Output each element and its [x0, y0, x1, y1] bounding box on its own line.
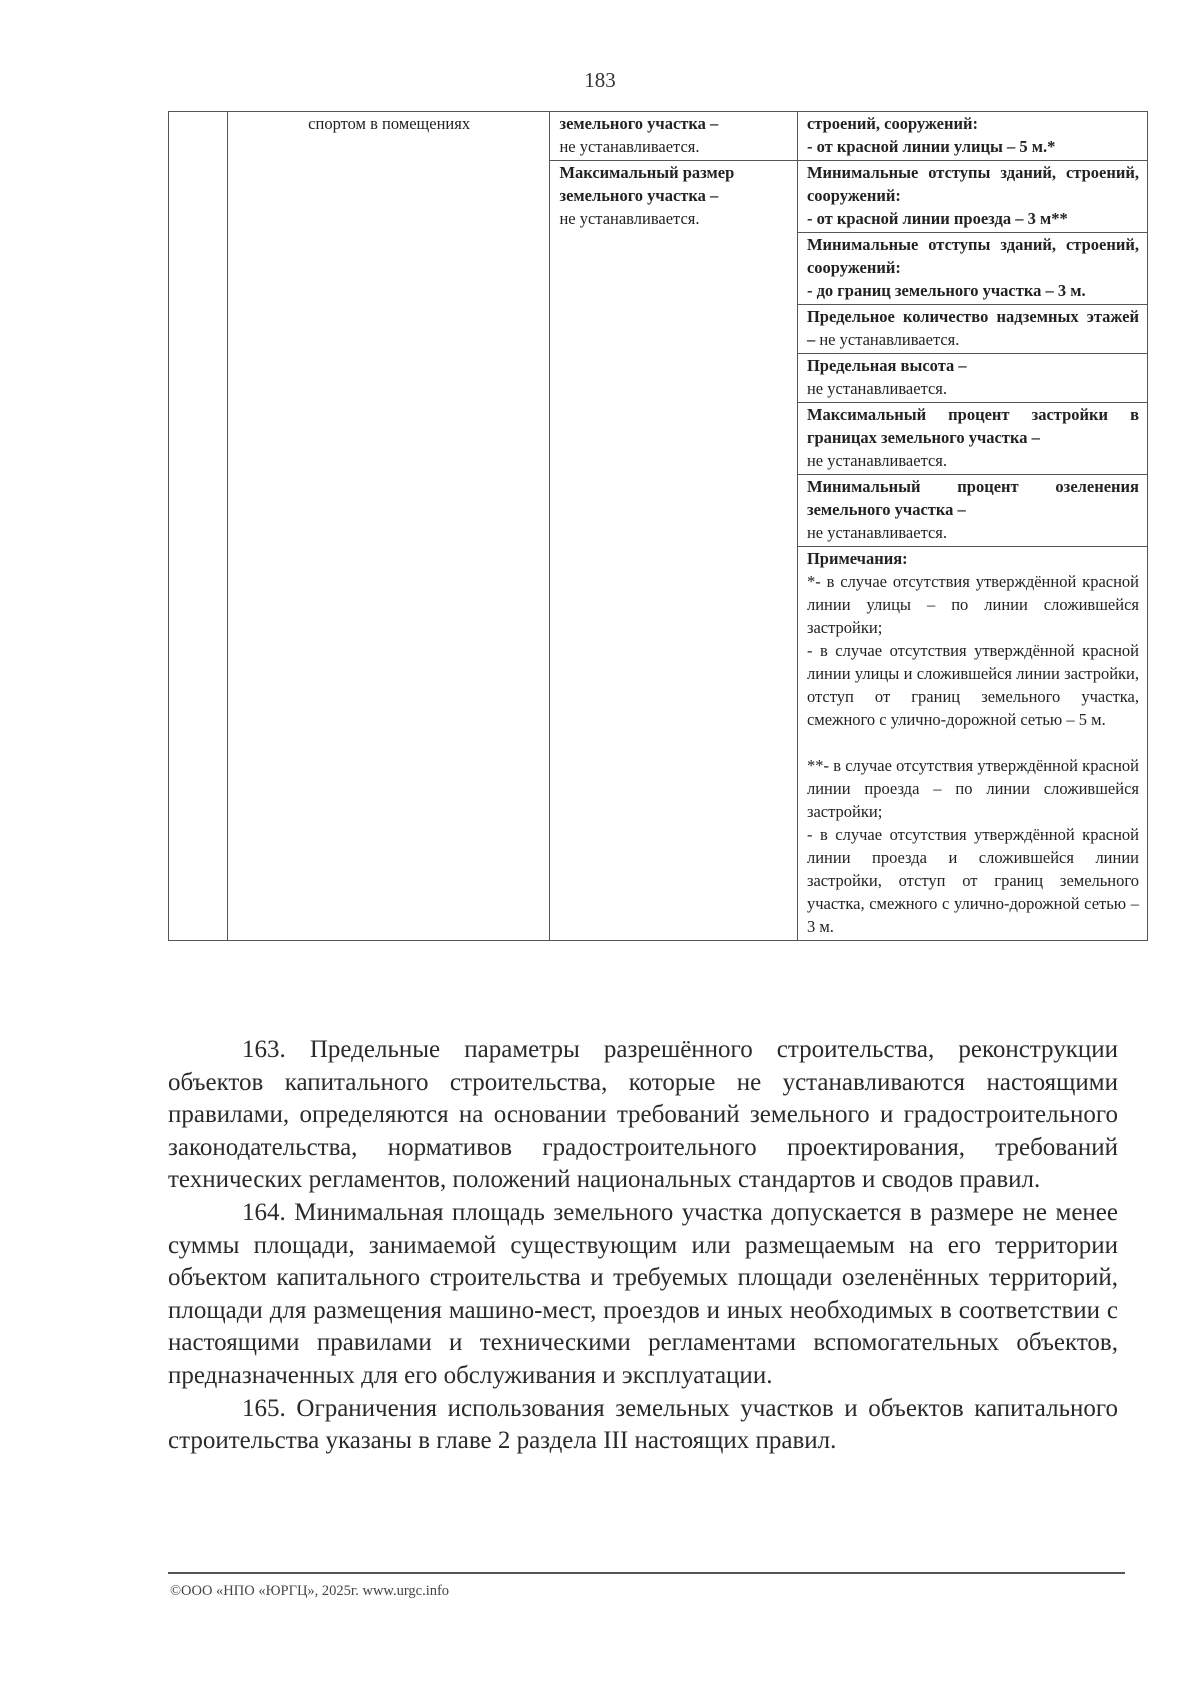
table-cell-plot-size [550, 112, 798, 161]
height-value: не устанавливается. [806, 379, 948, 398]
setback-label: Минимальные отступы зданий, строений, сооружений: [806, 163, 1139, 205]
max-plot-size-label: Максимальный размер земельного участка – [559, 163, 735, 205]
coverage-value: не устанавливается. [806, 451, 948, 470]
table-cell-use-type [227, 112, 550, 941]
paragraph-164: 164. Минимальная площадь земельного участка допускается в размере не менее суммы площади, занимаемой существующим или размещаемым на его территории объектом капитального строительства и требуемых площади озеленённых территорий, площади для размещения машино-мест, проездов и иных необходимых в соответствии с настоящими правилами и техническими регламентами вспомогательных объектов, предназначенных для его обслуживания и эксплуатации. [168, 1198, 1118, 1389]
notes-spacer [807, 731, 1139, 754]
table-cell-notes [797, 547, 1147, 941]
height-label: Предельная высота – [806, 356, 967, 375]
coverage-label: Максимальный процент застройки в границах земельного участка – [806, 405, 1139, 447]
note-paragraph: - в случае отсутствия утверждённой красной линии проезда и сложившейся линии застройки, отступ от границ земельного участка, смежного с улично-дорожной сетью – 3 м. [806, 825, 1139, 936]
paragraph-165: 165. Ограничения использования земельных участков и объектов капитального строительства указаны в главе 2 раздела III настоящих правил. [168, 1394, 1118, 1455]
table-cell-height [797, 354, 1147, 403]
page-number: 183 [584, 68, 616, 92]
table-cell-max-plot-size [550, 161, 798, 941]
paragraph-163: 163. Предельные параметры разрешённого строительства, реконструкции объектов капитального строительства, которые не устанавливаются настоящими правилами, определяются на основании требований земельного и градостроительного законодательства, нормативов градостроительного проектирования, требований технических регламентов, положений национальных стандартов и сводов правил. [168, 1036, 1118, 1194]
table-cell-coverage [797, 403, 1147, 475]
table-cell-floors [797, 305, 1147, 354]
table-cell-setback-street [797, 112, 1147, 161]
greenery-value: не устанавливается. [806, 523, 948, 542]
note-paragraph: **- в случае отсутствия утверждённой красной линии проезда – по линии сложившейся застройки; [806, 756, 1139, 821]
parameters-table [168, 111, 1148, 941]
use-type-text: спортом в помещениях [308, 114, 471, 133]
table-cell-setback-driveway [797, 161, 1147, 233]
setback-value: - до границ земельного участка – 3 м. [806, 281, 1086, 300]
note-paragraph: - в случае отсутствия утверждённой красной линии улицы и сложившейся линии застройки, отступ от границ земельного участка, смежного с улично-дорожной сетью – 5 м. [806, 641, 1139, 729]
table-row [169, 112, 1148, 161]
max-plot-size-value: не устанавливается. [559, 209, 700, 228]
body-text [168, 1034, 1118, 1458]
footer-divider [168, 1572, 1125, 1574]
table-cell-setback-boundary [797, 233, 1147, 305]
notes-title: Примечания: [806, 549, 908, 568]
footer-copyright: ©ООО «НПО «ЮРГЦ», 2025г. www.urgc.info [170, 1583, 450, 1599]
setback-value: - от красной линии проезда – 3 м** [806, 209, 1068, 228]
setback-label: строений, сооружений: [806, 114, 979, 133]
table-cell-number [169, 112, 228, 941]
plot-size-label: земельного участка – [559, 114, 719, 133]
greenery-label: Минимальный процент озеленения земельного участка – [806, 477, 1139, 519]
plot-size-value: не устанавливается. [559, 137, 700, 156]
floors-value: не устанавливается. [819, 330, 960, 349]
setback-value: - от красной линии улицы – 5 м.* [806, 137, 1056, 156]
floors-label: Предельное количество надземных этажей – [806, 307, 1139, 349]
setback-label: Минимальные отступы зданий, строений, сооружений: [806, 235, 1139, 277]
note-paragraph: *- в случае отсутствия утверждённой красной линии улицы – по линии сложившейся застройки; [806, 572, 1139, 637]
table-cell-greenery [797, 475, 1147, 547]
